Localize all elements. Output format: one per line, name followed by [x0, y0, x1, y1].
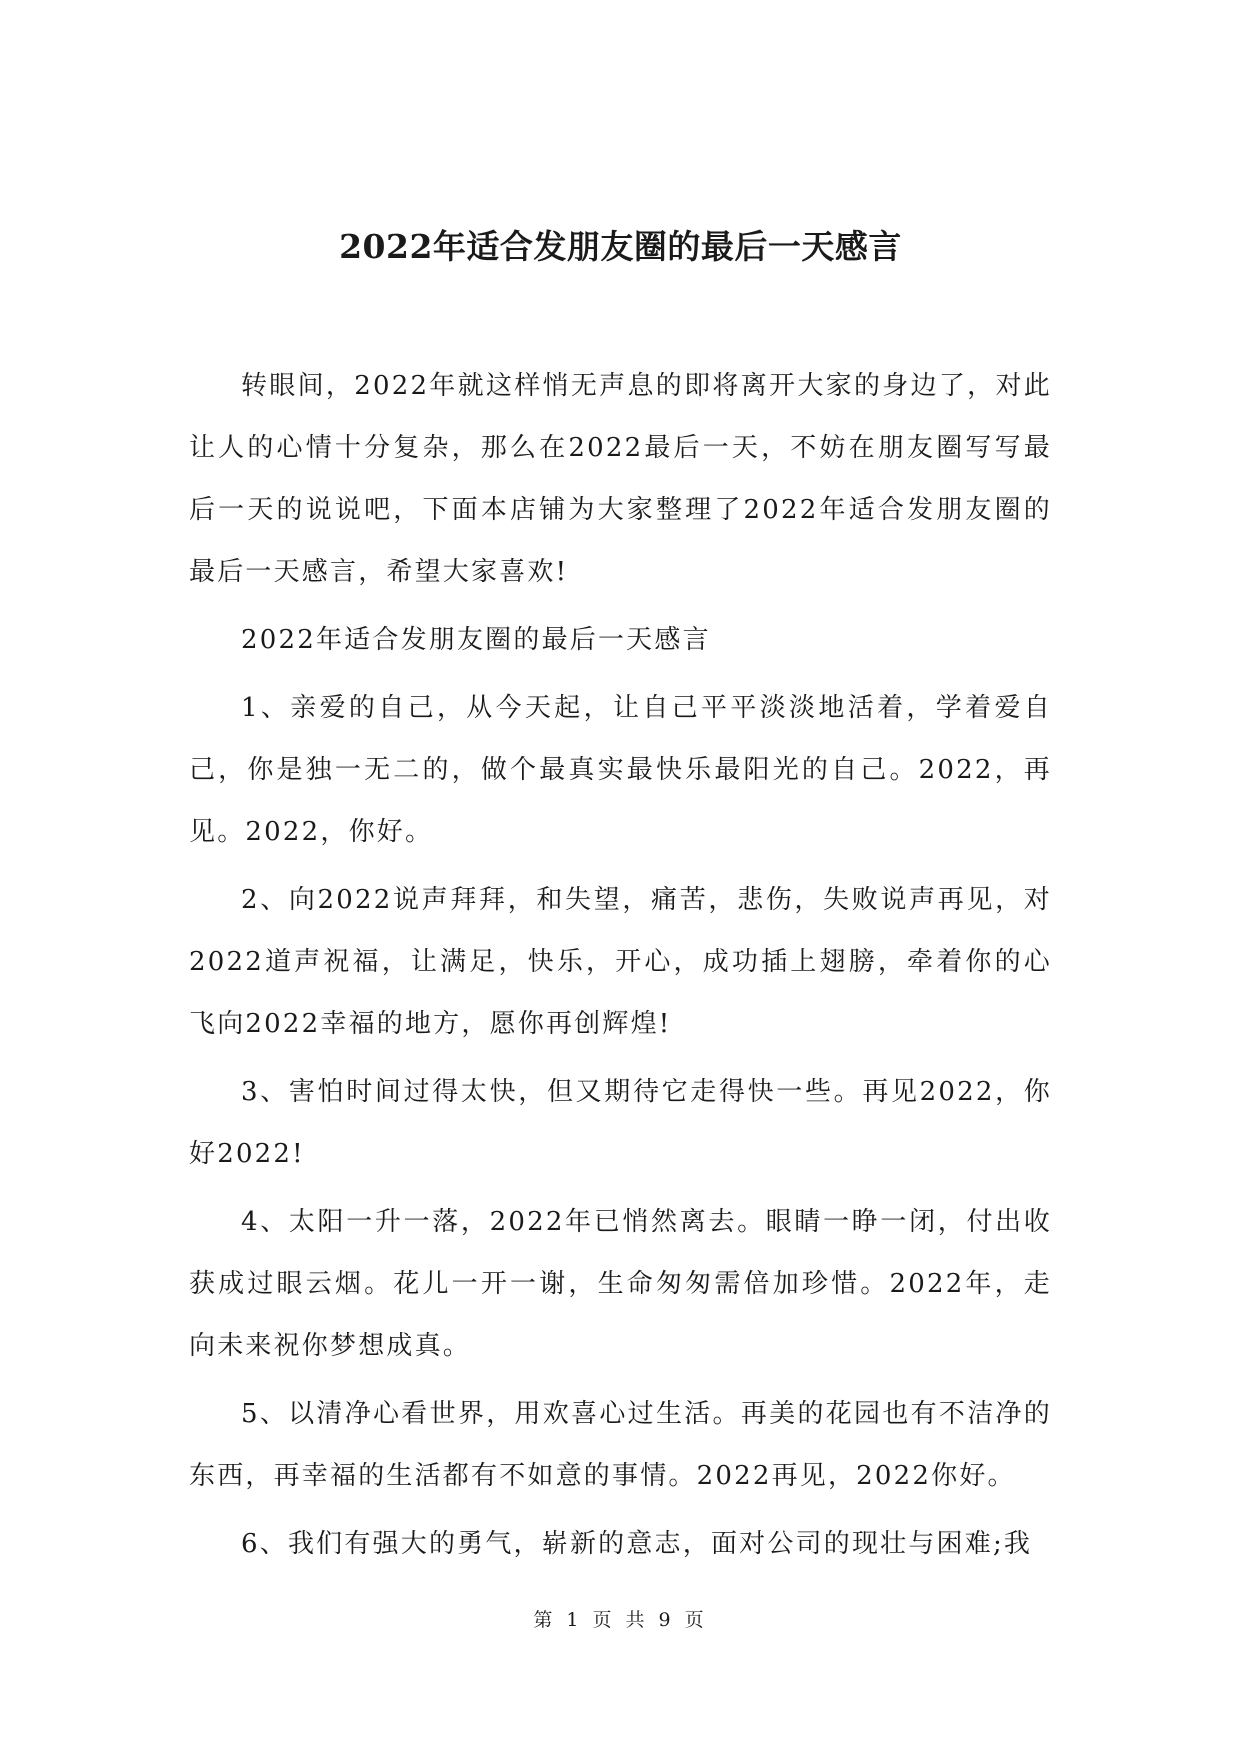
list-item: 1、亲爱的自己，从今天起，让自己平平淡淡地活着，学着爱自己，你是独一无二的，做个最真实最快乐最阳光的自己。2022，再见。2022，你好。	[189, 693, 1052, 847]
list-item: 2、向2022说声拜拜，和失望，痛苦，悲伤，失败说声再见，对2022道声祝福，让满足，快乐，开心，成功插上翅膀，牵着你的心飞向2022幸福的地方，愿你再创辉煌!	[189, 885, 1052, 1039]
list-item: 3、害怕时间过得太快，但又期待它走得快一些。再见2022，你好2022!	[189, 1077, 1052, 1169]
page-number-footer: 第 1 页 共 9 页	[533, 1609, 708, 1631]
intro-paragraph: 转眼间，2022年就这样悄无声息的即将离开大家的身边了，对此让人的心情十分复杂，那么在2022最后一天，不妨在朋友圈写写最后一天的说说吧，下面本店铺为大家整理了2022年适合发朋友圈的最后一天感言，希望大家喜欢!	[189, 371, 1052, 587]
document-body	[189, 355, 1052, 1581]
list-item: 5、以清净心看世界，用欢喜心过生活。再美的花园也有不洁净的东西，再幸福的生活都有不如意的事情。2022再见，2022你好。	[189, 1399, 1052, 1491]
list-item: 6、我们有强大的勇气，崭新的意志，面对公司的现壮与困难;我	[241, 1529, 1033, 1559]
document-title: 2022年适合发朋友圈的最后一天感言	[339, 227, 902, 266]
list-item: 4、太阳一升一落，2022年已悄然离去。眼睛一睁一闭，付出收获成过眼云烟。花儿一开一谢，生命匆匆需倍加珍惜。2022年，走向未来祝你梦想成真。	[189, 1207, 1052, 1361]
section-heading: 2022年适合发朋友圈的最后一天感言	[241, 625, 711, 655]
